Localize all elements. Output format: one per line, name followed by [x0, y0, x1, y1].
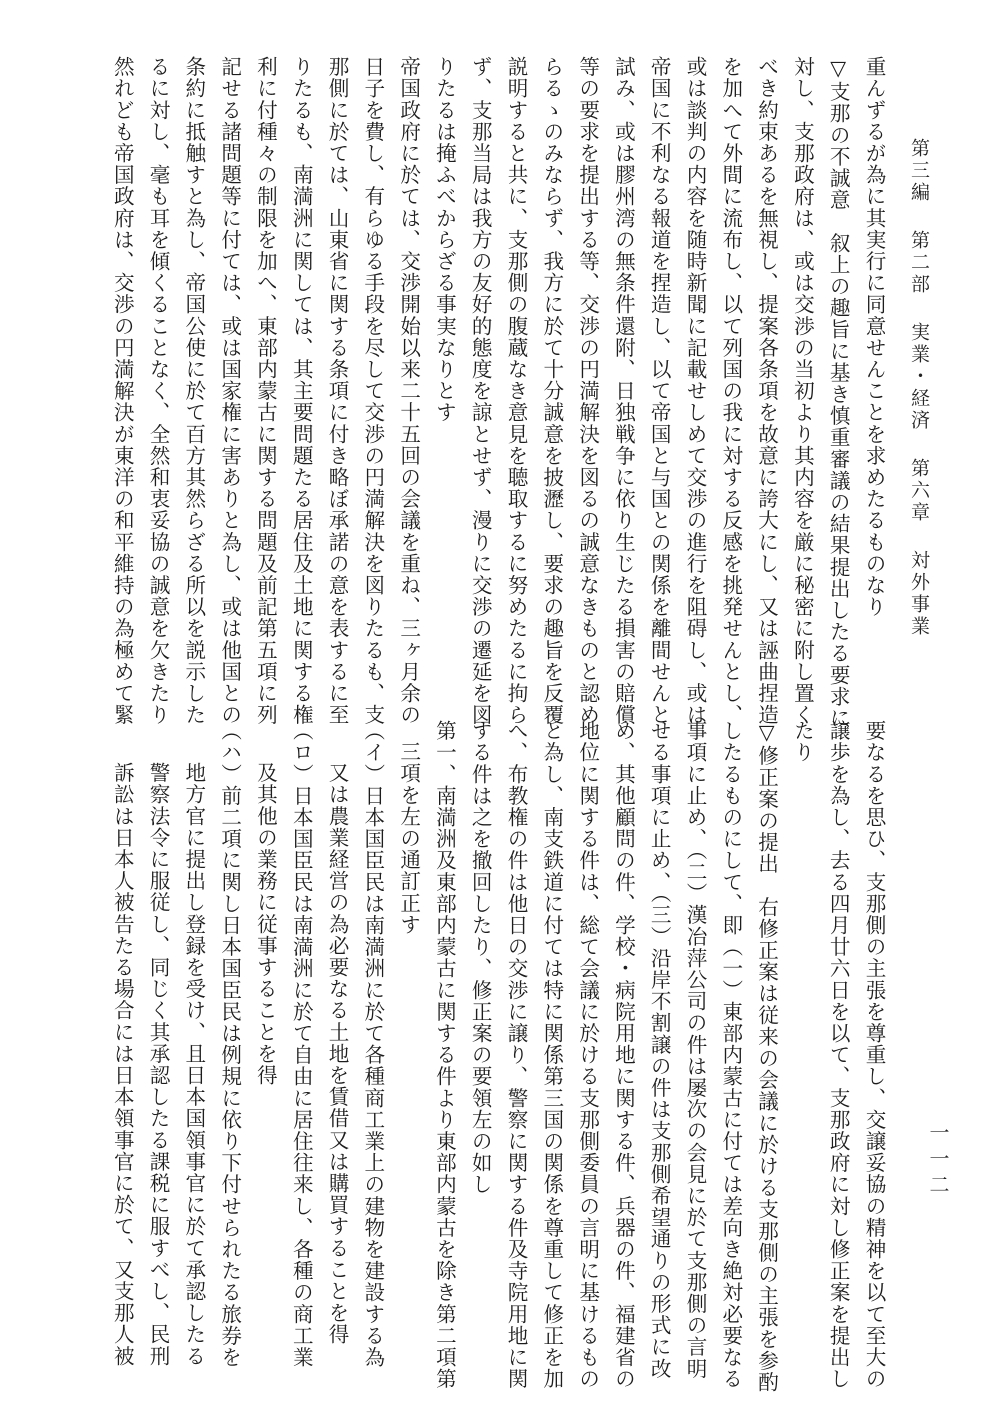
text-line: 地位に関する件は、総て会議に於ける支那側委員の言明に基けるもの: [575, 720, 600, 1390]
text-line: したるものにして、即（一）東部内蒙古に付ては差向き絶対必要なる: [718, 720, 743, 1390]
text-block-bottom: [103, 720, 891, 1393]
text-line: （イ）日本国臣民は南満洲に於て各種商工業上の建物を建設する為: [360, 720, 385, 1368]
text-line: め、其他顧問の件、学校・病院用地に関する件、兵器の件、福建省の: [611, 720, 636, 1390]
text-line: ▽支那の不誠意 叙上の趣旨に基き慎重審議の結果提出したる要求に: [826, 56, 851, 729]
header-section: 実業・経済: [908, 322, 930, 432]
text-line: 及其他の業務に従事することを得: [253, 762, 278, 1086]
text-line: （ハ）前二項に関し日本国臣民は例規に依り下付せられたる旅券を: [217, 720, 242, 1368]
text-line: 説明すると共に、支那側の腹蔵なき意見を聴取するに努めたるに拘ら: [504, 56, 529, 726]
text-line: （ロ）日本国臣民は南満洲に於て自由に居住往来し、各種の商工業: [289, 720, 314, 1368]
header-chapter-title: 対外事業: [908, 550, 930, 638]
text-line: 警察法令に服従し、同じく其承認したる課税に服すべし、民刑: [146, 762, 171, 1367]
text-line: 条約に抵触すと為し、帝国公使に於て百方其然らざる所以を説示した: [181, 56, 206, 726]
text-line: 訴訟は日本人被告たる場合には日本領事官に於て、又支那人被: [110, 762, 135, 1367]
text-line: と為し、南支鉄道に付ては特に関係第三国の関係を尊重して修正を加: [539, 720, 564, 1390]
text-line: 重んずるが為に其実行に同意せんことを求めたるものなり: [862, 56, 886, 618]
text-line: るに対し、毫も耳を傾くることなく、全然和衷妥協の誠意を欠きたり: [146, 56, 171, 726]
text-line: らるゝのみならず、我方に於て十分誠意を披瀝し、要求の趣旨を反覆: [539, 56, 564, 726]
header-part: 第二部: [908, 230, 930, 296]
text-line: 或は談判の内容を随時新聞に記載せしめて交渉の進行を阻碍し、或は: [683, 56, 708, 726]
text-line: 等の要求を提出する等、交渉の円満解決を図るの誠意なきものと認め: [575, 56, 600, 726]
text-line: りたるは掩ふべからざる事実なりとす: [432, 56, 457, 424]
text-line: へ、布教権の件は他日の交渉に譲り、警察に関する件及寺院用地に関: [504, 720, 529, 1390]
text-line: 帝国に不利なる報道を捏造し、以て帝国と与国との関係を離間せんと: [647, 56, 672, 726]
text-line: を加へて外間に流布し、以て列国の我に対する反感を挑発せんとし、: [718, 56, 743, 726]
text-line: 第一、南満洲及東部内蒙古に関する件より東部内蒙古を除き第二項第: [432, 720, 457, 1390]
text-line: 対し、支那政府は、或は交渉の当初より其内容を厳に秘密に附し置く: [790, 56, 815, 726]
page-number: 一一二: [926, 1122, 950, 1200]
text-line: 譲歩を為し、去る四月廿六日を以て、支那政府に対し修正案を提出し: [826, 720, 851, 1390]
text-line: せる事項に止め、（三）沿岸不割譲の件は支那側希望通りの形式に改: [647, 720, 672, 1380]
text-line: 要なるを思ひ、支那側の主張を尊重し、交譲妥協の精神を以て至大の: [862, 720, 886, 1390]
text-line: りたるも、南満洲に関しては、其主要問題たる居住及土地に関する権: [289, 56, 314, 726]
running-header: [906, 138, 933, 638]
text-line: 那側に於ては、山東省に関する条項に付き略ぼ承諾の意を表するに至: [325, 56, 350, 726]
text-line: べき約束あるを無視し、提案各条項を故意に誇大にし、又は誣曲捏造: [754, 56, 779, 726]
header-volume: 第三編: [908, 138, 930, 204]
text-line: 又は農業経営の為必要なる土地を賃借又は購買することを得: [325, 762, 350, 1346]
text-line: 記せる諸問題等に付ては、或は国家権に害ありと為し、或は他国との: [217, 56, 242, 726]
text-line: 三項を左の通訂正す: [396, 741, 421, 936]
text-line: たり: [790, 720, 815, 764]
header-chapter: 第六章: [908, 458, 930, 524]
text-line: 利に付種々の制限を加へ、東部内蒙古に関する問題及前記第五項に列: [253, 56, 278, 726]
text-line: する件は之を撤回したり、修正案の要領左の如し: [468, 720, 493, 1196]
text-line: 帝国政府に於ては、交渉開始以来二十五回の会議を重ね、三ヶ月余の: [396, 56, 421, 726]
text-line: 地方官に提出し登録を受け、且日本国領事官に於て承認したる: [181, 762, 206, 1367]
text-line: 試み、或は膠州湾の無条件還附、日独戦争に依り生じたる損害の賠償: [611, 56, 636, 726]
text-line: 事項に止め、（二）漢冶萍公司の件は屡次の会見に於て支那側の言明: [683, 720, 708, 1380]
text-block-top: [103, 56, 891, 729]
text-line: ず、支那当局は我方の友好的態度を諒とせず、漫りに交渉の遷延を図: [468, 56, 493, 726]
text-line: 然れども帝国政府は、交渉の円満解決が東洋の和平維持の為極めて緊: [110, 56, 135, 726]
text-line: ▽修正案の提出 右修正案は従来の会議に於ける支那側の主張を参酌: [754, 720, 779, 1393]
text-line: 日子を費し、有らゆる手段を尽して交渉の円満解決を図りたるも、支: [360, 56, 385, 726]
